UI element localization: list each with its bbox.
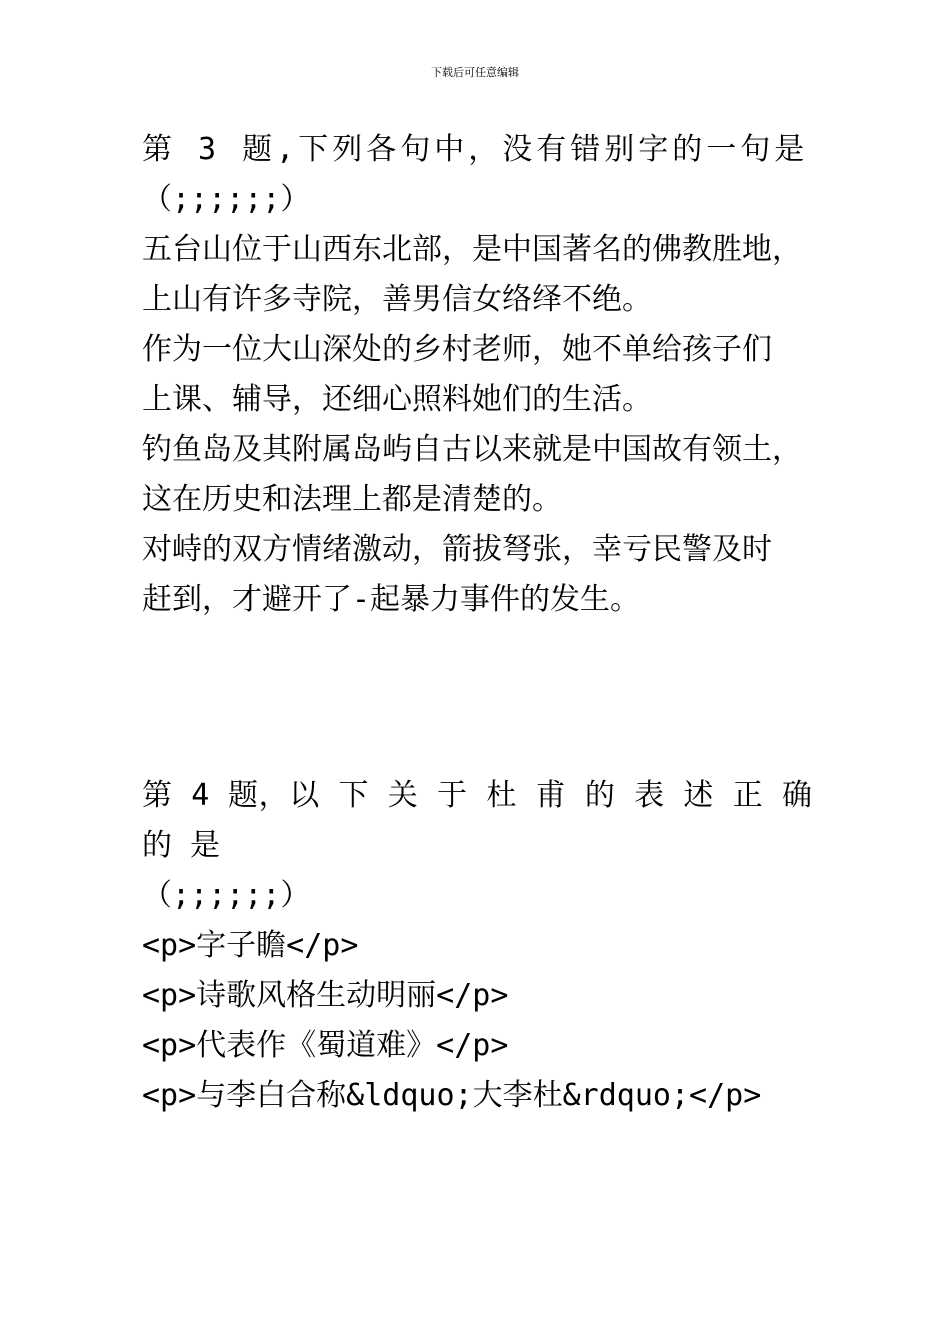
question-3-option-line: 五台山位于山西东北部，是中国著名的佛教胜地， <box>142 232 802 267</box>
question-3-option-line: 钓鱼岛及其附属岛屿自古以来就是中国故有领土， <box>142 432 802 467</box>
question-4 <box>142 771 812 1121</box>
question-3-option-line: 作为一位大山深处的乡村老师，她不单给孩子们 <box>142 332 772 367</box>
question-4-option-c: <p>代表作《蜀道难》</p> <box>142 1028 509 1063</box>
question-3-option-line: 对峙的双方情绪激动，箭拔弩张，幸亏民警及时 <box>142 532 772 567</box>
question-4-option-b: <p>诗歌风格生动明丽</p> <box>142 978 509 1013</box>
question-4-answer-paren: （;;;;;;） <box>142 878 311 913</box>
question-3-option-line: 上山有许多寺院，善男信女络绎不绝。 <box>142 282 652 317</box>
question-3-option-line: 上课、辅导，还细心照料她们的生活。 <box>142 382 652 417</box>
question-4-option-d: <p>与李白合称&ldquo;大李杜&rdquo;</p> <box>142 1078 762 1113</box>
page-header: 下载后可任意编辑 <box>431 66 519 79</box>
question-3-answer-paren: （;;;;;;） <box>142 182 311 217</box>
question-3 <box>142 125 812 625</box>
question-4-option-a: <p>字子瞻</p> <box>142 928 359 963</box>
question-3-title-text: 第 3 题,下列各句中，没有错别字的一句是 <box>142 132 809 167</box>
question-4-title <box>142 771 812 921</box>
question-3-title <box>142 125 812 225</box>
question-4-title-text: 第 4 题，以 下 关 于 杜 甫 的 表 述 正 确 的 是 <box>142 778 812 863</box>
question-3-option-line: 这在历史和法理上都是清楚的。 <box>142 482 562 517</box>
question-3-option-line: 赶到，才避开了-起暴力事件的发生。 <box>142 582 641 617</box>
